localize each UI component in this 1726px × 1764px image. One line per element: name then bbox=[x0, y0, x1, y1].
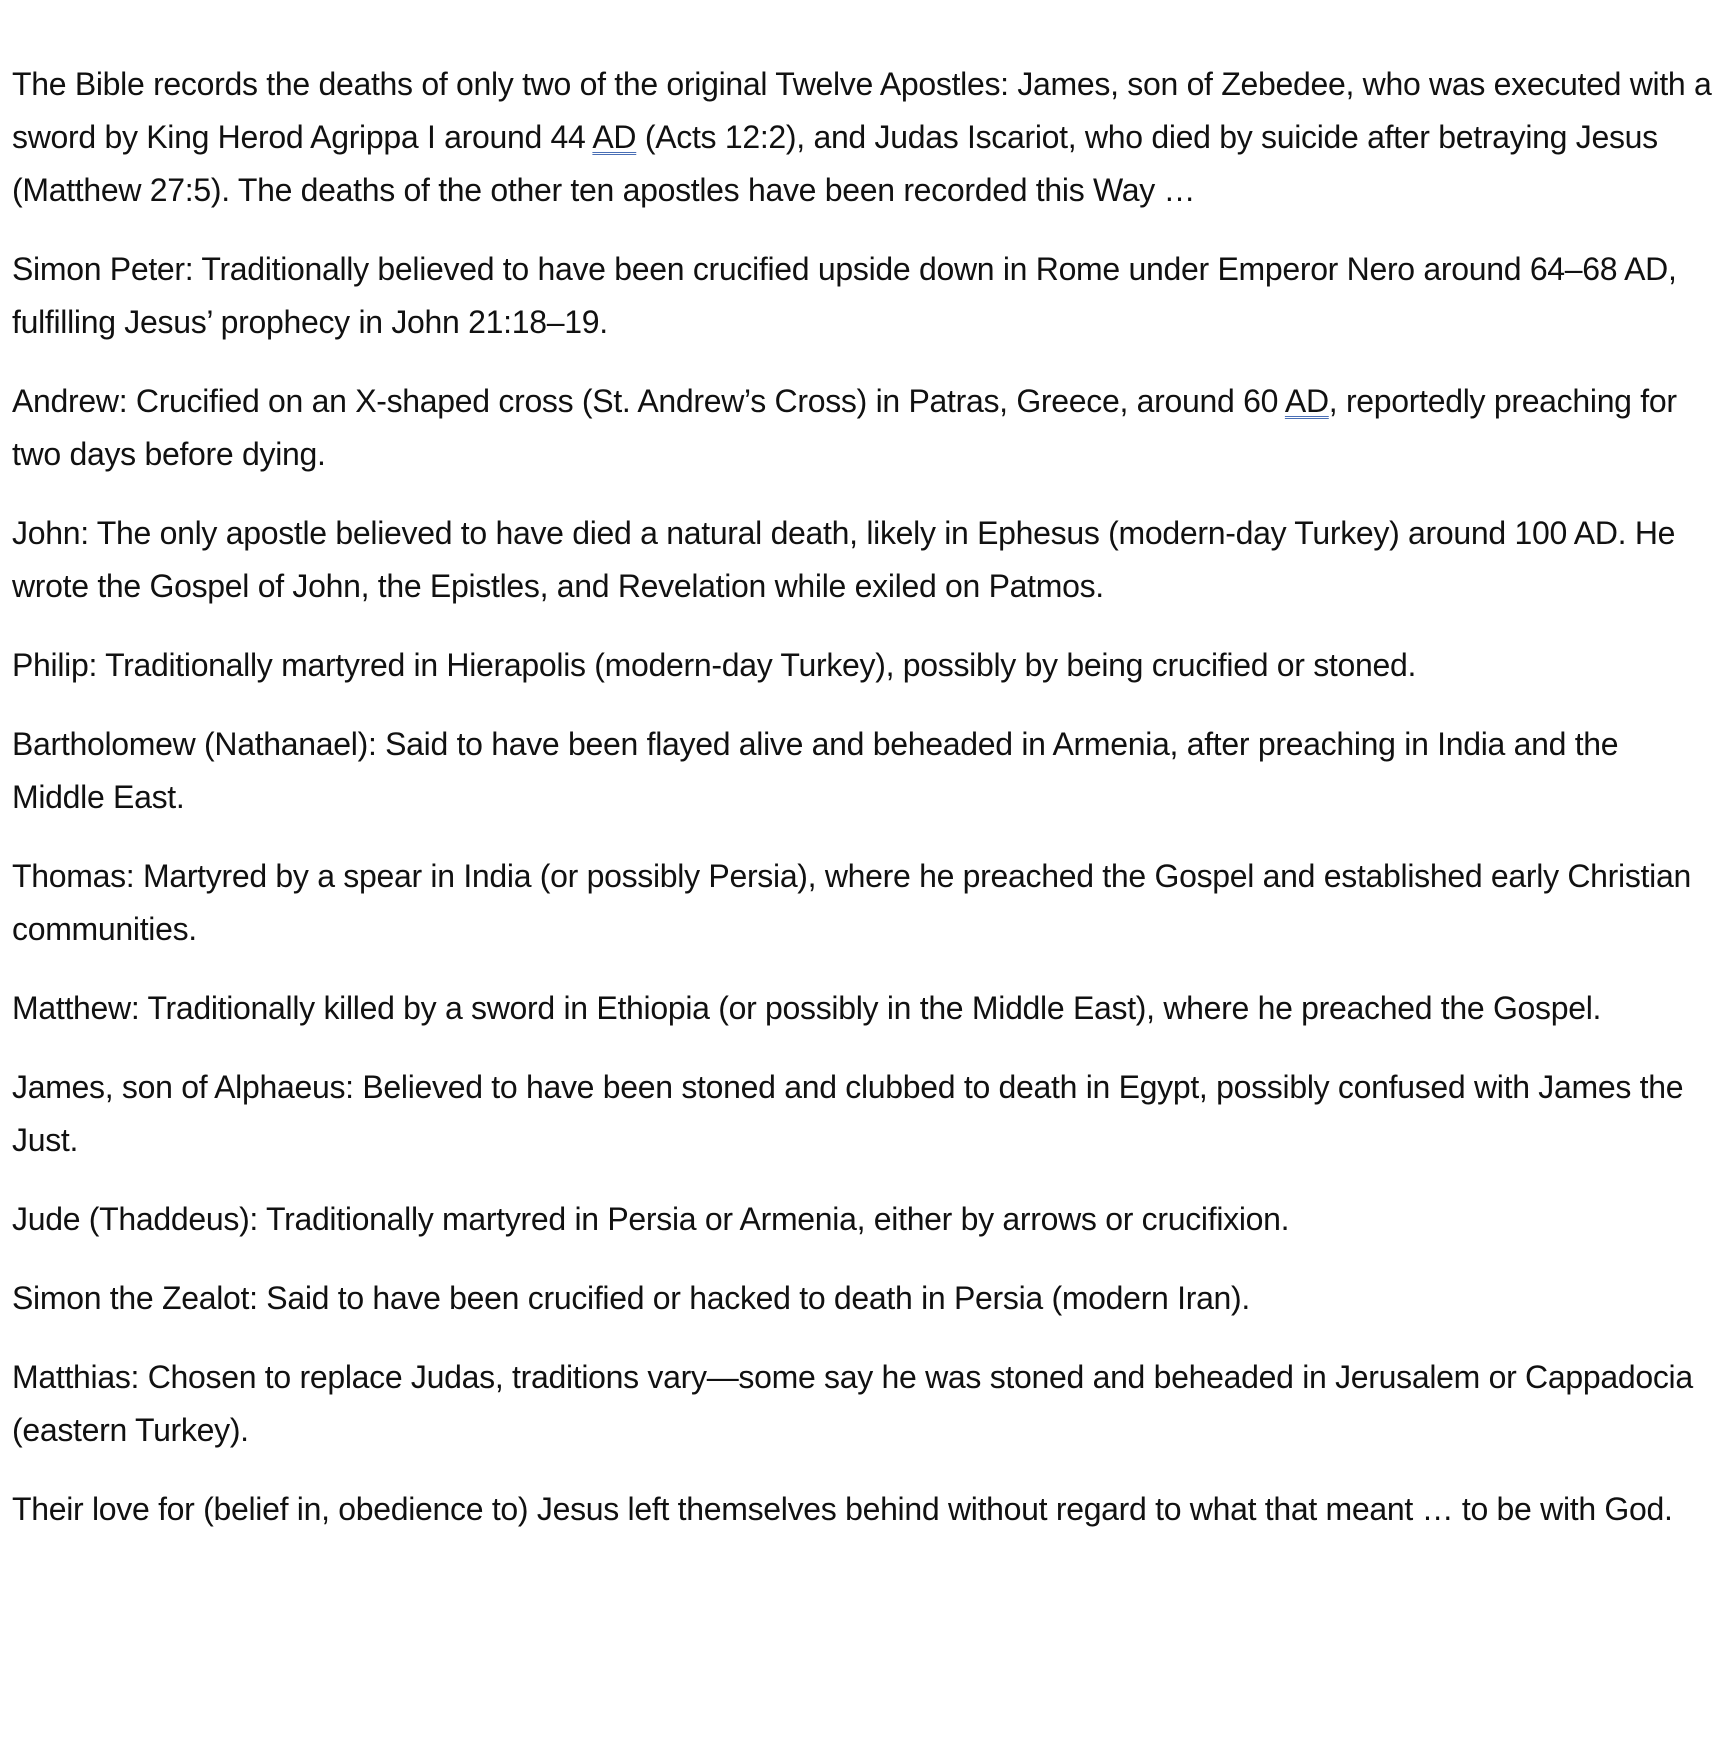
paragraph-matthew: Matthew: Traditionally killed by a sword in Ethiopia (or possibly in the Middle East), where he preached the Gospel. bbox=[12, 990, 1602, 1026]
paragraph-jude: Jude (Thaddeus): Traditionally martyred in Persia or Armenia, either by arrows or crucifixion. bbox=[12, 1201, 1290, 1237]
paragraph-andrew bbox=[12, 375, 1712, 481]
document-body[interactable] bbox=[12, 58, 1712, 1562]
andrew-text-part-1: Andrew: Crucified on an X-shaped cross (St. Andrew’s Cross) in Patras, Greece, around 60 bbox=[12, 383, 1285, 419]
paragraph-john: John: The only apostle believed to have died a natural death, likely in Ephesus (modern-day Turkey) around 100 AD. He wrote the Gospel of John, the Epistles, and Revelation while exiled on Patmos. bbox=[12, 515, 1676, 604]
andrew-text-part-2: , reportedly preaching for two days before dying. bbox=[12, 383, 1677, 472]
paragraph-philip: Philip: Traditionally martyred in Hierapolis (modern-day Turkey), possibly by being crucified or stoned. bbox=[12, 647, 1417, 683]
proofing-flag-ad[interactable]: AD bbox=[1284, 383, 1329, 419]
paragraph-thomas: Thomas: Martyred by a spear in India (or possibly Persia), where he preached the Gospel and established early Christian communities. bbox=[12, 858, 1691, 947]
paragraph-simon-peter: Simon Peter: Traditionally believed to have been crucified upside down in Rome under Emperor Nero around 64–68 AD, fulfilling Jesus’ prophecy in John 21:18–19. bbox=[12, 251, 1677, 340]
paragraph-intro bbox=[12, 58, 1712, 217]
paragraph-james-alphaeus: James, son of Alphaeus: Believed to have been stoned and clubbed to death in Egypt, possibly confused with James the Just. bbox=[12, 1069, 1684, 1158]
paragraph-bartholomew: Bartholomew (Nathanael): Said to have been flayed alive and beheaded in Armenia, after preaching in India and the Middle East. bbox=[12, 726, 1619, 815]
proofing-flag-ad[interactable]: AD bbox=[592, 119, 637, 155]
paragraph-simon-zealot: Simon the Zealot: Said to have been crucified or hacked to death in Persia (modern Iran). bbox=[12, 1280, 1251, 1316]
intro-text-part-2: (Acts 12:2), and Judas Iscariot, who died by suicide after betraying Jesus (Matthew 27:5). The deaths of the other ten apostles have been recorded this Way … bbox=[12, 119, 1658, 208]
intro-text-part-1: The Bible records the deaths of only two of the original Twelve Apostles: James, son of Zebedee, who was executed with a sword by King Herod Agrippa I around 44 bbox=[12, 66, 1712, 155]
paragraph-matthias: Matthias: Chosen to replace Judas, traditions vary—some say he was stoned and beheaded in Jerusalem or Cappadocia (eastern Turkey). bbox=[12, 1359, 1693, 1448]
paragraph-closing: Their love for (belief in, obedience to) Jesus left themselves behind without regard to what that meant … to be with God. bbox=[12, 1491, 1673, 1527]
